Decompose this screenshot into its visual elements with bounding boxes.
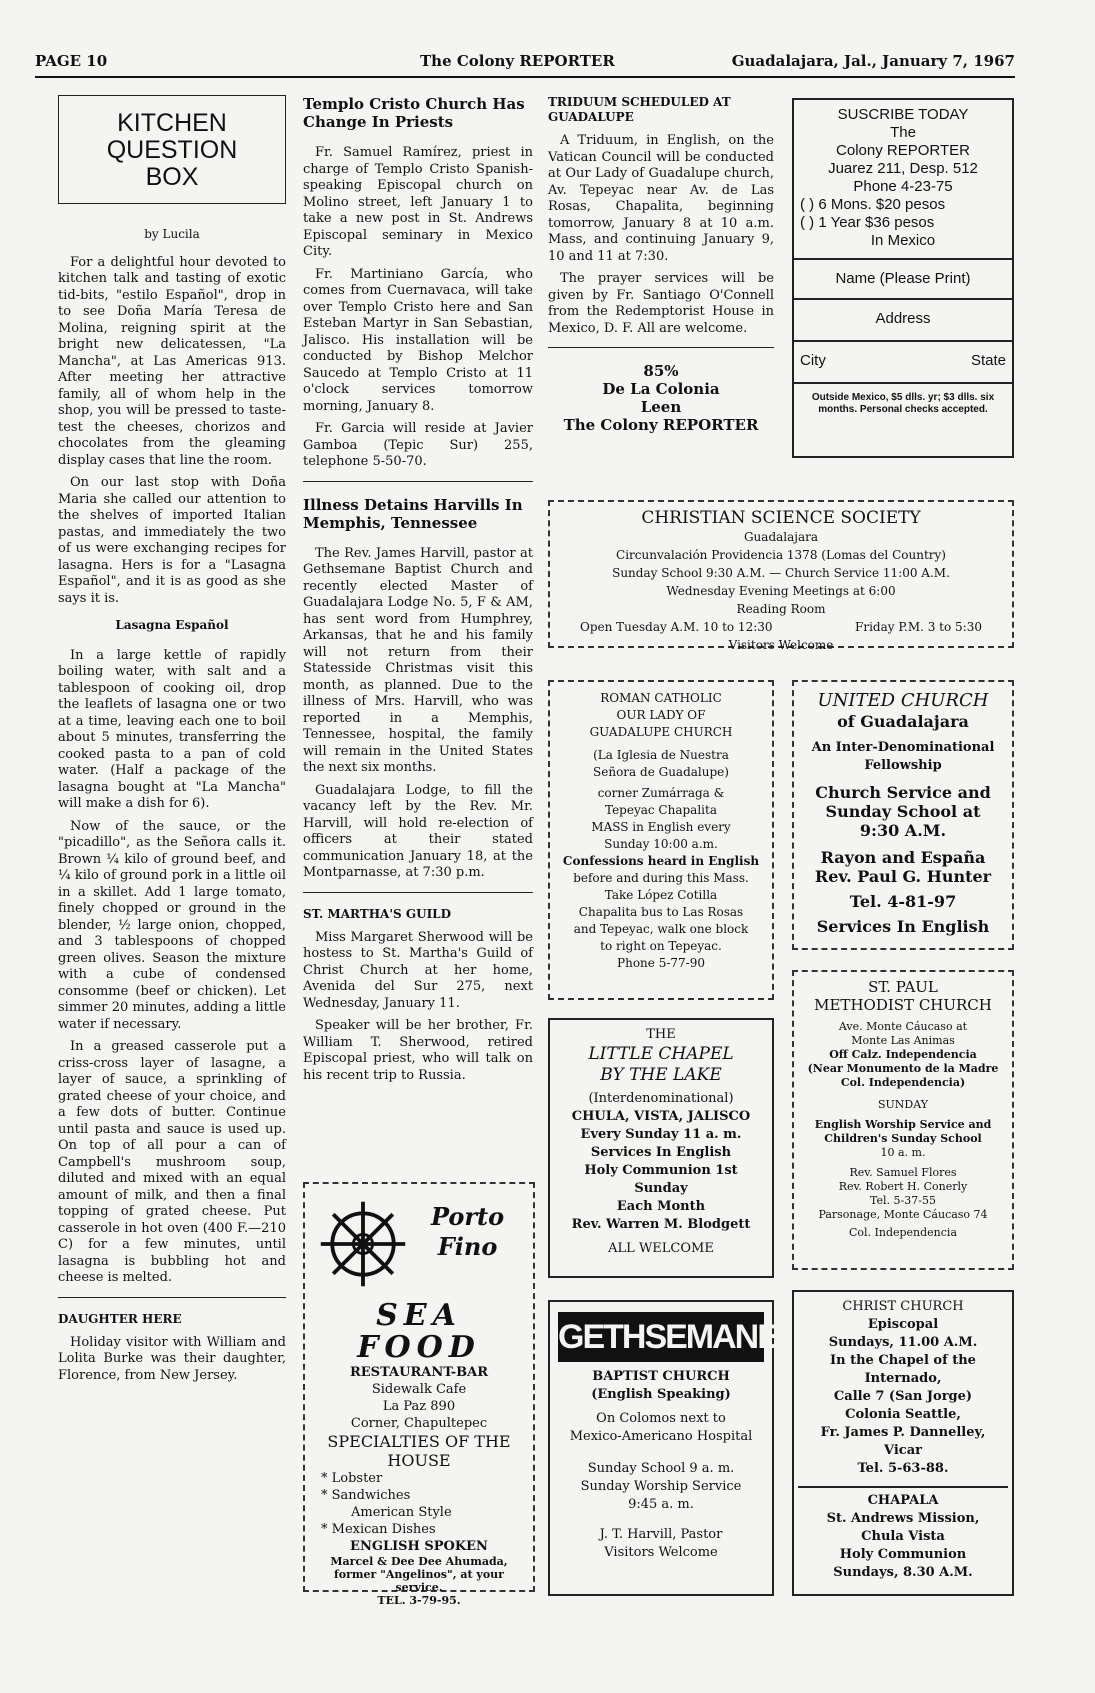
text-line: FOOD	[357, 1330, 481, 1365]
text-line: Services In English	[816, 917, 990, 936]
text-line: Wednesday Evening Meetings at 6:00	[666, 584, 896, 598]
text-line: QUESTION	[106, 136, 238, 164]
text-line: and Tepeyac, walk one block	[573, 922, 749, 936]
text-line: * Mexican Dishes	[321, 1522, 436, 1537]
text-line: (English Speaking)	[591, 1387, 731, 1402]
text-line: 9:30 A.M.	[859, 821, 947, 840]
harvill-paragraph: Guadalajara Lodge, to fill the vacancy left by the Rev. Mr. Harvill, will hold re-election of officers at their stated communication January 18, at the Montparnasse, at 7:30 p.m.	[303, 782, 533, 880]
text-line: Friday P.M. 3 to 5:30	[855, 620, 982, 634]
divider	[548, 347, 774, 348]
text-line: Juarez 211, Desp. 512	[828, 160, 978, 177]
promo	[548, 362, 774, 434]
templo-headline: Templo Cristo Church Has Change In Priests	[303, 95, 525, 131]
triduum-paragraph: The prayer services will be given by Fr. Santiago O'Connell from the Redemptorist House in Mexico, D. F. All are welcome.	[548, 271, 774, 336]
column-1	[58, 95, 286, 1390]
text-line: Señora de Guadalupe)	[593, 765, 729, 779]
text-line: Vicar	[884, 1443, 922, 1458]
text-line: American Style	[351, 1505, 452, 1520]
text-line: OUR LADY OF	[616, 708, 706, 722]
text-line: Rev. Warren M. Blodgett	[571, 1217, 751, 1232]
text-line: Church Service and	[815, 783, 991, 802]
dateline: Guadalajara, Jal., January 7, 1967	[731, 52, 1015, 70]
text-line: Each Month	[616, 1199, 706, 1214]
roman-catholic-ad	[548, 680, 774, 1000]
text-line: Circunvalación Providencia 1378 (Lomas del Country)	[616, 548, 946, 562]
divider	[303, 892, 533, 893]
text-line: * Lobster	[321, 1471, 383, 1486]
gethsemane-title: GETHSEMANE	[558, 1312, 764, 1362]
text-line: SUSCRIBE TODAY	[837, 106, 969, 123]
text-line: Every Sunday 11 a. m.	[580, 1127, 742, 1142]
text-line: Parsonage, Monte Cáucaso 74	[818, 1208, 988, 1221]
text-line: Visitors Welcome	[604, 1545, 718, 1560]
text-line: De La Colonia	[602, 380, 720, 398]
text-line: Monte Las Animas	[851, 1034, 955, 1047]
text-line: ALL WELCOME	[608, 1241, 714, 1256]
text-line: Sunday School 9 a. m.	[587, 1461, 735, 1476]
text-line: In the Chapel of the	[830, 1353, 976, 1368]
text-line: English Worship Service and	[814, 1118, 992, 1131]
porto-fino-brand	[431, 1202, 504, 1262]
text-line: Tepeyac Chapalita	[605, 803, 717, 817]
text-line: Rayon and España	[820, 848, 986, 867]
templo-paragraph: Fr. Garcia will reside at Javier Gamboa (Tepic Sur) 255, telephone 5-50-70.	[303, 421, 533, 469]
recipe-paragraph: In a greased casserole put a criss-cross layer of lasagne, a layer of sauce, a sprinkling of grated cheese of your choice, and a few dots of butter. Continue until pasta and sauce is used up. On top of all pour a can of Campbell's mushroom soup, diluted and mixed with an equal amount of milk, and then a final topping of grated cheese. Put casserole in hot oven (400 F.—210 C) for a few minutes, until lasagna is bubbling hot and cheese is melted.	[58, 1039, 286, 1285]
text-line: Open Tuesday A.M. 10 to 12:30	[580, 620, 773, 634]
text-line: GUADALUPE CHURCH	[589, 725, 733, 739]
text-line: Services In English	[590, 1145, 732, 1160]
text-line: Tel. 5-37-55	[870, 1194, 936, 1207]
text-line: (Near Monumento de la Madre	[807, 1062, 999, 1075]
guild-heading: ST. MARTHA'S GUILD	[303, 906, 452, 921]
little-chapel-ad	[548, 1018, 774, 1278]
option-1-year[interactable]: ( ) 1 Year $36 pesos	[800, 214, 935, 231]
text-line: Visitors Welcome	[728, 638, 834, 652]
text-line: Sunday School 9:30 A.M. — Church Service 11:00 A.M.	[612, 566, 950, 580]
address-field[interactable]: Address	[794, 298, 1012, 328]
column-2	[303, 95, 533, 1090]
porto-fino-ad	[303, 1182, 535, 1607]
header-rule	[35, 76, 1015, 78]
text-line: Colonia Seattle,	[845, 1407, 961, 1422]
divider	[58, 1297, 286, 1298]
text-line: Phone 4-23-75	[853, 178, 953, 195]
harvill-paragraph: The Rev. James Harvill, pastor at Gethsemane Baptist Church and recently elected Master of Guadalajara Lodge No. 5, F & AM, has sent word from Humphrey, Arkansas, that he and his family will not return from their Statesside Christmas visit this month, as planned. Due to the illness of Mrs. Harvill, who was reported in a Memphis, Tennessee, hospital, the family will remain in the United States the next six months.	[303, 545, 533, 775]
text-line: to right on Tepeyac.	[600, 939, 722, 953]
text-line: of Guadalajara	[837, 712, 969, 731]
text-line: Take López Cotilla	[604, 888, 718, 902]
text-line: On Colomos next to	[596, 1411, 726, 1426]
outside-mexico-note: Outside Mexico, $5 dlls. yr; $3 dlls. six months. Personal checks accepted.	[794, 382, 1012, 416]
text-line: Sunday School at	[825, 802, 981, 821]
ad-items	[311, 1470, 527, 1538]
st-paul-ad	[792, 970, 1014, 1270]
city-state-row	[794, 340, 1012, 370]
daughter-heading: DAUGHTER HERE	[58, 1311, 182, 1326]
text-line: An Inter-Denominational	[811, 740, 995, 755]
harvill-headline: Illness Detains Harvills In Memphis, Tennessee	[303, 495, 523, 532]
text-line: Sunday	[634, 1181, 688, 1196]
text-line: Reading Room	[736, 602, 826, 616]
text-line: J. T. Harvill, Pastor	[599, 1527, 723, 1542]
ad-line: TEL. 3-79-95.	[377, 1594, 461, 1607]
text-line: The Colony REPORTER	[563, 416, 759, 434]
text-line: Children's Sunday School	[824, 1132, 982, 1145]
text-line: UNITED CHURCH	[817, 690, 989, 711]
text-line: Leen	[640, 398, 682, 416]
text-line: SEA	[376, 1298, 462, 1333]
text-line: Rev. Robert H. Conerly	[838, 1180, 968, 1193]
text-line: Fr. James P. Dannelley,	[820, 1425, 986, 1440]
ship-wheel-icon	[315, 1196, 411, 1292]
text-line: (Interdenominational)	[588, 1091, 734, 1106]
text-line: Rev. Paul G. Hunter	[814, 867, 992, 886]
text-line: Fino	[437, 1232, 498, 1261]
text-line: Tel. 4-81-97	[849, 892, 957, 911]
text-line: ROMAN CATHOLIC	[600, 691, 722, 705]
ad-line: Corner, Chapultepec	[350, 1416, 488, 1431]
text-line: Porto	[431, 1202, 505, 1231]
name-field[interactable]: Name (Please Print)	[794, 258, 1012, 288]
text-line: CHAPALA	[867, 1493, 939, 1508]
text-line: MASS in English every	[591, 820, 731, 834]
text-line: The	[890, 124, 916, 141]
sea-food-title	[311, 1300, 527, 1364]
text-line: Sundays, 11.00 A.M.	[828, 1335, 978, 1350]
text-line: Chula Vista	[861, 1529, 945, 1544]
templo-paragraph: Fr. Samuel Ramírez, priest in charge of Templo Cristo Spanish-speaking Episcopal church on Molino street, left January 1 to take a new post in St. Andrews Episcopal seminary in Mexico City.	[303, 145, 533, 259]
text-line: St. Andrews Mission,	[826, 1511, 980, 1526]
kitchen-question-box-title	[58, 95, 286, 204]
paper-name: The Colony REPORTER	[420, 52, 615, 70]
text-line: Colony REPORTER	[836, 142, 970, 159]
guild-paragraph: Speaker will be her brother, Fr. William T. Sherwood, retired Episcopal priest, who will talk on his recent trip to Russia.	[303, 1018, 533, 1083]
united-church-ad	[792, 680, 1014, 950]
christ-church-ad	[792, 1290, 1014, 1596]
text-line: Chapalita bus to Las Rosas	[578, 905, 744, 919]
ad-line: Sidewalk Cafe	[371, 1382, 467, 1397]
text-line: BOX	[145, 163, 199, 191]
text-line: Holy Communion 1st	[584, 1163, 738, 1178]
text-line: Tel. 5-63-88.	[857, 1461, 949, 1476]
divider	[303, 481, 533, 482]
text-line: Holy Communion	[839, 1547, 967, 1562]
text-line: Episcopal	[867, 1317, 939, 1332]
gethsemane-ad	[548, 1300, 778, 1596]
text-line: Col. Independencia	[848, 1226, 958, 1239]
text-line: Guadalajara	[743, 530, 819, 544]
recipe-title: Lasagna Español	[115, 618, 229, 632]
text-line: Col. Independencia)	[840, 1076, 966, 1089]
article-paragraph: On our last stop with Doña Maria she called our attention to the shelves of imported Italian pastas, and immediately the two of us were exchanging recipes for lasagna. Hers is for a "Lasagna Español", and it is as good as she says it is.	[58, 475, 286, 606]
text-line: 85%	[643, 362, 679, 380]
page-number: PAGE 10	[35, 52, 108, 70]
recipe-paragraph: Now of the sauce, or the "picadillo", as the Señora calls it. Brown ¼ kilo of ground beef, and ¼ kilo of ground pork in a little oil in a skillet. Add 1 large tomato, finely chopped or ground in the blender, ½ large onion, chopped, and 3 tablespoons of chopped green olives. Season the mixture with a cube of condensed consomme (beef or chicken). Let simmer 20 minutes, adding a little water if necessary.	[58, 818, 286, 1032]
ad-line: RESTAURANT-BAR	[349, 1365, 489, 1380]
text-line: Sunday 10:00 a.m.	[604, 837, 718, 851]
text-line: In Mexico	[870, 232, 936, 249]
text-line: CHRIST CHURCH	[842, 1299, 964, 1314]
text-line: Phone 5-77-90	[617, 956, 705, 970]
text-line: THE	[646, 1027, 676, 1042]
text-line: 10 a. m.	[880, 1146, 926, 1159]
ad-line: Marcel & Dee Dee Ahumada, former "Angelinos", at your service.	[330, 1555, 508, 1594]
text-line: Off Calz. Independencia	[829, 1048, 977, 1061]
text-line: corner Zumárraga &	[597, 786, 725, 800]
byline: by Lucila	[144, 227, 200, 241]
text-line: Mexico-Americano Hospital	[569, 1429, 753, 1444]
city-field[interactable]: City	[800, 352, 826, 369]
ad-line: SPECIALTIES OF THE	[327, 1432, 511, 1451]
text-line: Ave. Monte Cáucaso at	[838, 1020, 968, 1033]
text-line: * Sandwiches	[321, 1488, 411, 1503]
text-line: Sunday Worship Service	[580, 1479, 742, 1494]
text-line: Confessions heard in English	[562, 854, 760, 868]
templo-paragraph: Fr. Martiniano García, who comes from Cuernavaca, will take over Templo Cristo here and San Esteban Martyr in San Sebastian, Jalisco. His installation will be conducted by Bishop Melchor Saucedo at Templo Cristo at 11 o'clock services tomorrow morning, January 8.	[303, 266, 533, 414]
text-line: before and during this Mass.	[573, 871, 749, 885]
ad-line: La Paz 890	[382, 1399, 456, 1414]
triduum-paragraph: A Triduum, in English, on the Vatican Council will be conducted at Our Lady of Guadalupe church, Av. Tepeyac near Av. de Las Rosas, Chapalita, beginning tomorrow, January 8 at 10 a.m. Mass, and continuing January 9, 10 and 11 at 7:30.	[548, 133, 774, 264]
ad-title: CHRISTIAN SCIENCE SOCIETY	[641, 508, 921, 528]
state-field[interactable]: State	[970, 352, 1006, 369]
article-paragraph: For a delightful hour devoted to kitchen talk and tasting of exotic tid-bits, "estilo Español", drop in to see Doña María Teresa de Molina, reigning spirit at the bright new delicatessen, "La Mancha", at Las Americas 913. After meeting her attractive family, all of whom help in the shop, you will be pressed to taste-test the cheeses, chorizos and chocolates from the gleaming display cases that line the room.	[58, 254, 286, 468]
text-line: CHULA, VISTA, JALISCO	[571, 1109, 751, 1124]
column-3	[548, 95, 774, 434]
option-6-months[interactable]: ( ) 6 Mons. $20 pesos	[800, 196, 946, 213]
text-line: LITTLE CHAPEL	[588, 1044, 734, 1064]
text-line: 9:45 a. m.	[628, 1497, 694, 1512]
text-line: Rev. Samuel Flores	[849, 1166, 957, 1179]
daughter-paragraph: Holiday visitor with William and Lolita Burke was their daughter, Florence, from New Jersey.	[58, 1334, 286, 1383]
text-line: METHODIST CHURCH	[814, 996, 992, 1014]
text-line: (La Iglesia de Nuestra	[593, 748, 729, 762]
christian-science-ad	[548, 500, 1014, 652]
guild-paragraph: Miss Margaret Sherwood will be hostess to St. Martha's Guild of Christ Church at her home, Avenida del Sur 275, next Wednesday, January 11.	[303, 929, 533, 1011]
recipe-paragraph: In a large kettle of rapidly boiling water, with salt and a tablespoon of cooking oil, drop the leaflets of lasagna one or two at a time, leaving each one to boil about 5 minutes, transferring the cooked pasta to a pan of cold water. (Half a package of the lasagna bought at "La Mancha" will make a dish for 6).	[58, 647, 286, 811]
subscribe-box	[792, 98, 1014, 458]
text-line: Fellowship	[864, 758, 942, 773]
text-line: BY THE LAKE	[600, 1065, 722, 1085]
text-line: BAPTIST CHURCH	[592, 1369, 730, 1384]
text-line: Calle 7 (San Jorge)	[833, 1389, 973, 1404]
ad-line: ENGLISH SPOKEN	[350, 1539, 488, 1554]
ad-line: HOUSE	[387, 1451, 451, 1470]
page-header	[35, 52, 1015, 74]
text-line: Sundays, 8.30 A.M.	[833, 1565, 973, 1580]
text-line: Internado,	[864, 1371, 942, 1386]
text-line: ST. PAUL	[868, 978, 938, 996]
text-line: SUNDAY	[877, 1098, 928, 1111]
text-line: KITCHEN	[117, 109, 227, 137]
triduum-heading: TRIDUUM SCHEDULED AT GUADALUPE	[548, 95, 731, 124]
